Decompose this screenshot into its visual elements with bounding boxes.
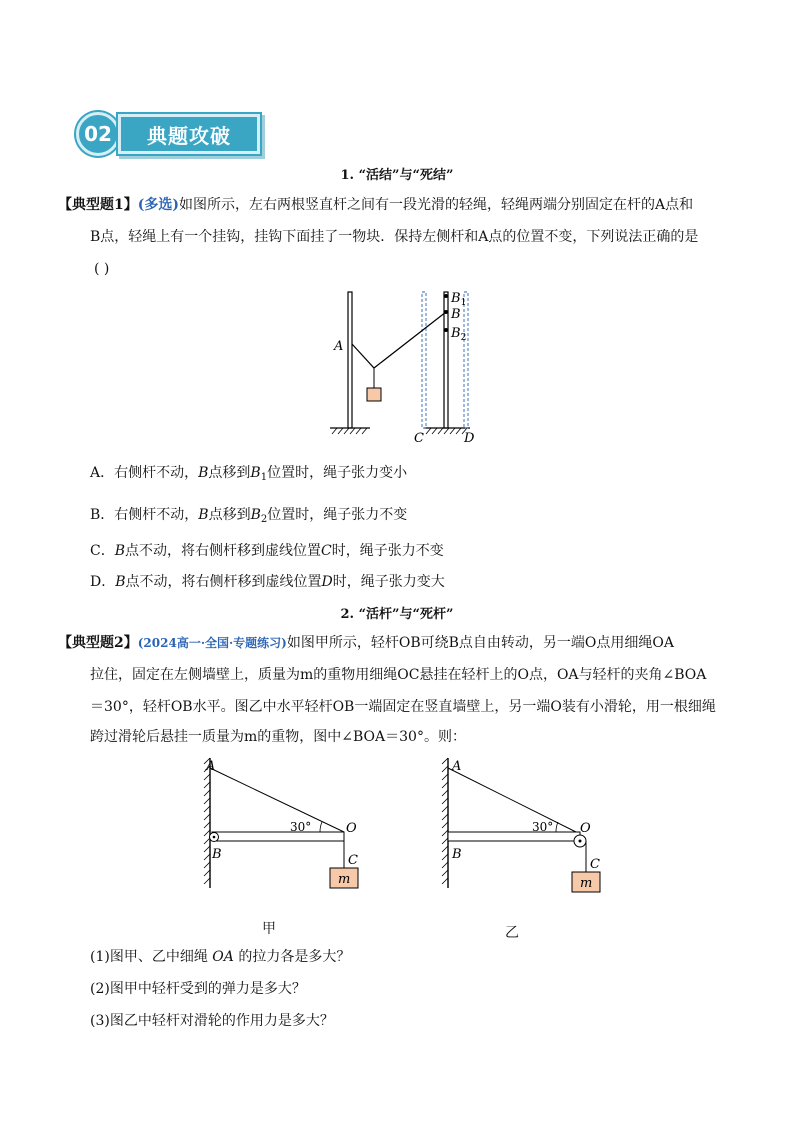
problem1-tag: 【典型题1】: [58, 197, 138, 213]
problem1-line2: B点，轻绳上有一个挂钩，挂钩下面挂了一物块．保持左侧杆和A点的位置不变，下列说法正确的是: [90, 229, 699, 245]
label-b2: $B_2$: [451, 326, 467, 343]
point-b2: [444, 328, 448, 332]
angle-label: 30°: [532, 820, 554, 834]
problem2-line3: ＝30°，轻杆OB水平。图乙中水平轻杆OB一端固定在竖直墙壁上，另一端O装有小滑轮，用一根细绳: [90, 699, 716, 715]
label-b: B: [451, 307, 461, 322]
label-b: B: [212, 847, 222, 862]
section-title-banner: 典题攻破: [118, 114, 260, 154]
figure-jia: [196, 752, 376, 896]
problem2-source: (2024高一·全国·专题练习): [137, 636, 287, 650]
rope-oa: [448, 768, 580, 834]
left-pole: [348, 292, 352, 428]
label-a: A: [452, 759, 462, 774]
dashed-position-c: [422, 292, 426, 428]
problem2-tag: 【典型题2】: [58, 635, 138, 651]
label-a: A: [206, 759, 216, 774]
label-c: C: [590, 857, 600, 872]
option-b[interactable]: B．右侧杆不动，B点移到$B_2$位置时，绳子张力不变: [90, 507, 408, 525]
caption-yi: 乙: [505, 925, 519, 941]
label-m: m: [580, 876, 593, 891]
label-b1: $B_1$: [451, 291, 467, 308]
section-number-badge: 02: [76, 112, 120, 156]
problem1-answer-blank: ( ): [94, 261, 110, 277]
fixed-rod-ob: [448, 832, 580, 841]
figure1-poles-rope: [320, 284, 480, 446]
question-3: (3)图乙中轻杆对滑轮的作用力是多大？: [90, 1013, 334, 1029]
problem1-line1: 如图所示，左右两根竖直杆之间有一段光滑的轻绳，轻绳两端分别固定在杆的A点和: [179, 197, 694, 213]
point-b1: [444, 294, 448, 298]
label-c: C: [414, 431, 424, 446]
label-c: C: [348, 853, 358, 868]
problem1-note: (多选): [137, 197, 179, 213]
hanging-block: [367, 388, 381, 401]
label-d: D: [464, 431, 475, 446]
problem2-line1: 如图甲所示，轻杆OB可绕B点自由转动，另一端O点用细绳OA: [286, 635, 674, 651]
problem2-line4: 跨过滑轮后悬挂一质量为m的重物，图中∠BOA＝30°。则：: [90, 729, 466, 745]
option-c[interactable]: C．B点不动，将右侧杆移到虚线位置C时，绳子张力不变: [90, 543, 444, 559]
dashed-position-d: [464, 292, 468, 428]
option-a[interactable]: A．右侧杆不动，B点移到$B_1$位置时，绳子张力变小: [90, 465, 408, 483]
rope-oa: [210, 768, 344, 832]
label-a: A: [334, 339, 344, 354]
label-o: O: [580, 821, 591, 836]
label-b: B: [452, 847, 462, 862]
angle-label: 30°: [290, 820, 312, 834]
light-rod-ob: [212, 832, 344, 841]
question-2: (2)图甲中轻杆受到的弹力是多大？: [90, 981, 306, 997]
label-o: O: [346, 821, 357, 836]
option-d[interactable]: D．B点不动，将右侧杆移到虚线位置D时，绳子张力变大: [90, 574, 445, 590]
question-1: (1)图甲、乙中细绳 OA 的拉力各是多大？: [90, 949, 351, 965]
caption-jia: 甲: [262, 921, 276, 937]
label-m: m: [338, 872, 351, 887]
point-b: [444, 310, 448, 314]
section1-heading: 1. “活结”与“死结”: [340, 168, 454, 183]
light-rope: [352, 312, 446, 368]
problem2-line2: 拉住，固定在左侧墙壁上，质量为m的重物用细绳OC悬挂在轻杆上的O点，OA与轻杆的夹角∠BOA: [90, 667, 707, 683]
problem2-text: [58, 628, 758, 658]
figure-yi: [434, 752, 614, 896]
problem1-text: [58, 190, 748, 220]
section2-heading: 2. “活杆”与“死杆”: [340, 607, 454, 622]
